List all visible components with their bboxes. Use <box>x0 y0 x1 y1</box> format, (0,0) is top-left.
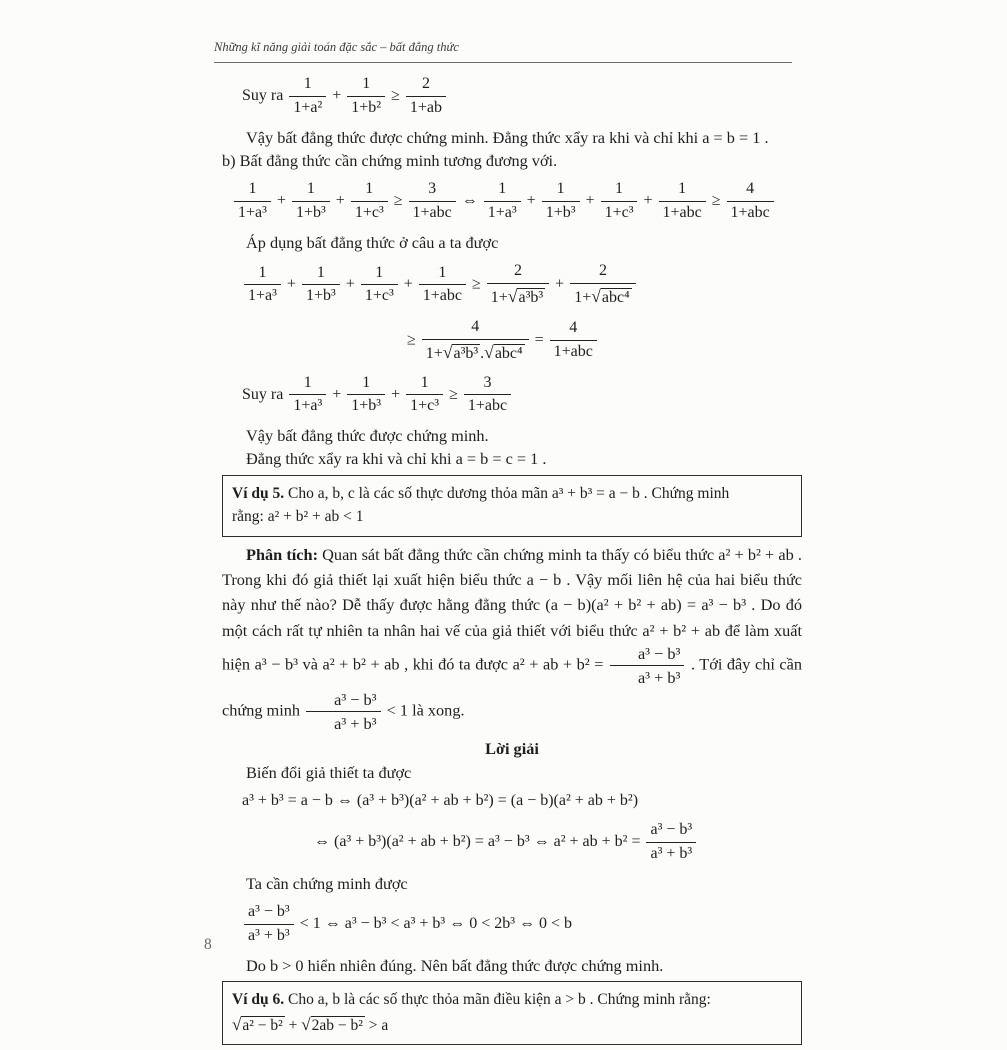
denominator: 1+c³ <box>364 287 394 305</box>
formula-tiep-tuc: ≥ $\frac{4}{\text{1+√a³b³ .√abc⁴}}$ = $\frac{4}{\text{1+abc}}$ <box>407 317 802 365</box>
loi-giai-heading: Lời giải <box>485 739 539 759</box>
fraction <box>484 180 521 223</box>
radicand: a³b³ <box>518 288 544 306</box>
denominator: 1+b³ <box>305 287 336 305</box>
numerator: 1 <box>601 180 638 202</box>
numerator: 2 <box>406 75 446 97</box>
denominator: 1+a³ <box>238 203 267 221</box>
formula-ap-dung: $\frac{1}{\text{1+a³}}$ + $\frac{1}{\text{1+b³}}$ + $\frac{1}{\text{1+c³}}$ + $\frac{1}{\text{1+abc}}$ ≥ $\frac{2}{\text{1+√a³b³}}$ + $\frac{2}{\text{1+√abc⁴}}$ <box>242 261 802 309</box>
numerator: 1 <box>289 374 326 396</box>
bold-label: Ví dụ 5. <box>232 484 285 502</box>
radical-sign-icon: √ <box>301 1014 311 1034</box>
cau-b-intro: b) Bất đẳng thức cần chứng minh tương đương với. <box>222 150 558 170</box>
numerator: a³ − b³ <box>244 903 294 925</box>
radical-sign-icon: √ <box>232 1014 242 1034</box>
denominator: 1+abc <box>467 397 508 415</box>
sqrt-radical <box>591 286 631 308</box>
numerator: 1 <box>406 374 443 396</box>
denominator: 1+b³ <box>295 203 326 221</box>
sqrt-radical <box>232 1013 285 1038</box>
numerator: 1 <box>659 180 706 202</box>
fraction <box>419 264 466 307</box>
fraction <box>487 262 549 308</box>
box-line: Ví dụ 5. Cho a, b, c là các số thực dương thỏa mãn a³ + b³ = a − b . Chứng minh <box>232 484 730 502</box>
formula-chung-minh: $\frac{\text{a³ − b³}}{\text{a³ + b³}}$ < 1 ⇔ a³ − b³ < a³ + b³ ⇔ 0 < 2b³ ⇔ 0 < b <box>242 902 802 947</box>
denominator: 1+abc <box>553 343 593 361</box>
bold-label: Ví dụ 6. <box>232 991 285 1009</box>
box-line: Ví dụ 6. Cho a, b là các số thực thỏa mãn điều kiện a > b . Chứng minh rằng: <box>232 991 711 1009</box>
box-line: rằng: a² + b² + ab < 1 <box>232 508 364 526</box>
denominator: 1+c³ <box>604 203 634 221</box>
numerator: a³ − b³ <box>610 644 684 666</box>
denominator: 1+a³ <box>487 203 517 221</box>
radical-sign-icon: √ <box>484 341 494 362</box>
sqrt-radical <box>508 286 545 308</box>
denominator: a³ + b³ <box>248 927 290 945</box>
radical-sign-icon: √ <box>591 285 601 306</box>
radicand: abc⁴ <box>601 288 630 306</box>
numerator: 1 <box>351 180 388 202</box>
fraction <box>361 264 398 307</box>
denominator: 1+a³ <box>248 287 277 305</box>
numerator: 1 <box>361 264 398 286</box>
fraction <box>244 903 294 946</box>
example-6-box <box>222 981 802 1045</box>
bold-label: Phân tích: <box>246 544 319 564</box>
denominator: 1+abc <box>422 287 462 305</box>
fraction <box>406 75 446 118</box>
radicand: a² − b² <box>242 1016 283 1034</box>
fraction <box>289 75 326 118</box>
denominator: 1+ab <box>409 98 443 116</box>
fraction <box>659 180 706 223</box>
formula-suy-ra-cau-a: Suy ra $\frac{1}{\text{1+a²}}$ + $\frac{1}{\text{1+b²}}$ ≥ $\frac{2}{1+ab}$ <box>242 74 802 119</box>
numerator: 4 <box>727 180 774 202</box>
denominator: a³ + b³ <box>650 845 693 863</box>
denominator: a³ + b³ <box>334 713 377 733</box>
fraction <box>550 319 597 362</box>
fraction <box>727 180 774 223</box>
denominator: 1+abc <box>730 203 770 221</box>
fraction <box>347 75 385 118</box>
numerator: 1 <box>244 264 281 286</box>
denominator: 1+c³ <box>354 203 384 221</box>
radicand: 2ab − b² <box>311 1016 363 1034</box>
phan-tich-paragraph: Phân tích: Quan sát bất đẳng thức cần chứng minh ta thấy có biểu thức a² + b² + ab . Trong khi đó giả thiết lại xuất hiện biểu thức a − b . Vậy mối liên hệ của hai biểu thức này như thế nào? Dễ thấy được hằng đẳng thức (a − b)(a² + b² + ab) = a³ − b³ . Do đó một cách rất tự nhiên ta nhân hai vế của giả thiết với biểu thức a² + b² + ab để làm xuất hiện a³ − b³ và a² + b² + ab , khi đó ta được a² + ab + b² = $\frac{\text{a³ − b³}}{\text{a³ + b³}}$ . Tới đây chỉ cần chứng minh $\frac{\text{a³ − b³}}{\text{a³ + b³}}$ < 1 là xong. <box>222 544 803 733</box>
conclusion-cau-a: Vậy bất đẳng thức được chứng minh. Đẳng thức xẩy ra khi và chỉ khi a = b = 1 . <box>246 127 769 147</box>
denominator: 1+abc <box>662 203 702 221</box>
radical-sign-icon: √ <box>507 285 518 306</box>
denominator: a³ + b³ <box>637 668 681 688</box>
radicand: a³b³ <box>453 344 479 362</box>
fraction <box>406 374 443 417</box>
numerator: 1 <box>347 374 385 396</box>
denominator: 1+√a³b³ <box>490 285 544 306</box>
formula-bien-doi-2: ⇔ (a³ + b³)(a² + ab + b²) = a³ − b³ ⇔ a² + ab + b² = $\frac{\text{a³ − b³}}{\text{a³ + b³}}$ <box>314 820 802 865</box>
sqrt-radical <box>443 342 480 364</box>
numerator: 1 <box>419 264 466 286</box>
sqrt-radical <box>484 342 524 364</box>
numerator: 2 <box>570 262 635 284</box>
numerator: 1 <box>484 180 521 202</box>
fraction <box>347 374 385 417</box>
fraction <box>234 180 271 223</box>
radicand: abc⁴ <box>494 344 523 362</box>
formula-bien-doi-1: a³ + b³ = a − b ⇔ (a³ + b³)(a² + ab + b²) = (a − b)(a² + ab + b²) <box>242 792 639 810</box>
numerator: 2 <box>487 262 549 284</box>
fraction <box>302 264 340 307</box>
conclusion-cau-b-2: Đẳng thức xẩy ra khi và chỉ khi a = b = c = 1 . <box>246 449 547 469</box>
denominator: 1+a² <box>293 98 323 116</box>
fraction <box>610 644 684 687</box>
doc-content <box>222 66 802 1050</box>
numerator: 1 <box>347 75 385 97</box>
denominator: 1+b³ <box>351 397 382 415</box>
fraction <box>289 374 326 417</box>
bien-doi-intro: Biến đổi giả thiết ta được <box>246 763 412 783</box>
ta-can-chung-minh-intro: Ta cần chứng minh được <box>246 874 408 893</box>
fraction <box>351 180 388 223</box>
numerator: 1 <box>289 75 326 97</box>
page-number: 8 <box>204 936 212 953</box>
denominator: 1+√abc⁴ <box>574 285 630 306</box>
fraction <box>601 180 638 223</box>
numerator: 1 <box>302 264 340 286</box>
numerator: 1 <box>292 180 330 202</box>
fraction <box>306 690 380 733</box>
page-header <box>214 40 792 63</box>
running-title: Những kĩ năng giải toán đặc sắc – bất đẳng thức <box>214 40 459 54</box>
numerator: 4 <box>550 319 597 341</box>
numerator: 3 <box>409 180 456 202</box>
box-line: √a² − b² + √2ab − b² > a <box>232 1013 792 1038</box>
ket-luan-vi-du-5: Do b > 0 hiển nhiên đúng. Nên bất đẳng thức được chứng minh. <box>246 955 664 975</box>
fraction <box>292 180 330 223</box>
conclusion-cau-b-1: Vậy bất đẳng thức được chứng minh. <box>246 426 489 446</box>
denominator: 1+a³ <box>293 397 323 415</box>
fraction <box>422 318 529 364</box>
formula-tuong-duong: $\frac{1}{\text{1+a³}}$ + $\frac{1}{\text{1+b³}}$ + $\frac{1}{\text{1+c³}}$ ≥ $\frac{3}{\text{1+abc}}$ ⇔ $\frac{1}{\text{1+a³}}$ + $\frac{1}{\text{1+b³}}$ + $\frac{1}{\text{1+c³}}$ + $\frac{1}{\text{1+abc}}$ ≥ $\frac{4}{\text{1+abc}}$ <box>232 179 802 224</box>
radical-sign-icon: √ <box>442 341 453 362</box>
numerator: a³ − b³ <box>306 690 380 712</box>
example-5-box <box>222 475 802 537</box>
denominator: 1+c³ <box>410 397 440 415</box>
numerator: a³ − b³ <box>646 821 696 843</box>
numerator: 1 <box>234 180 271 202</box>
fraction <box>646 821 696 864</box>
fraction <box>409 180 456 223</box>
denominator: 1+b² <box>351 98 382 116</box>
fraction <box>244 264 281 307</box>
fraction <box>542 180 580 223</box>
denominator: 1+√a³b³ .√abc⁴ <box>425 341 523 362</box>
numerator: 4 <box>422 318 529 340</box>
sqrt-radical <box>301 1013 365 1038</box>
denominator: 1+b³ <box>545 203 576 221</box>
fraction <box>464 374 511 417</box>
fraction <box>570 262 635 308</box>
formula-suy-ra-cau-b: Suy ra $\frac{1}{\text{1+a³}}$ + $\frac{1}{\text{1+b³}}$ + $\frac{1}{\text{1+c³}}$ ≥ $\frac{3}{\text{1+abc}}$ <box>242 373 802 418</box>
ap-dung-intro: Áp dụng bất đẳng thức ở câu a ta được <box>246 232 499 252</box>
numerator: 3 <box>464 374 511 396</box>
numerator: 1 <box>542 180 580 202</box>
denominator: 1+abc <box>412 203 452 221</box>
